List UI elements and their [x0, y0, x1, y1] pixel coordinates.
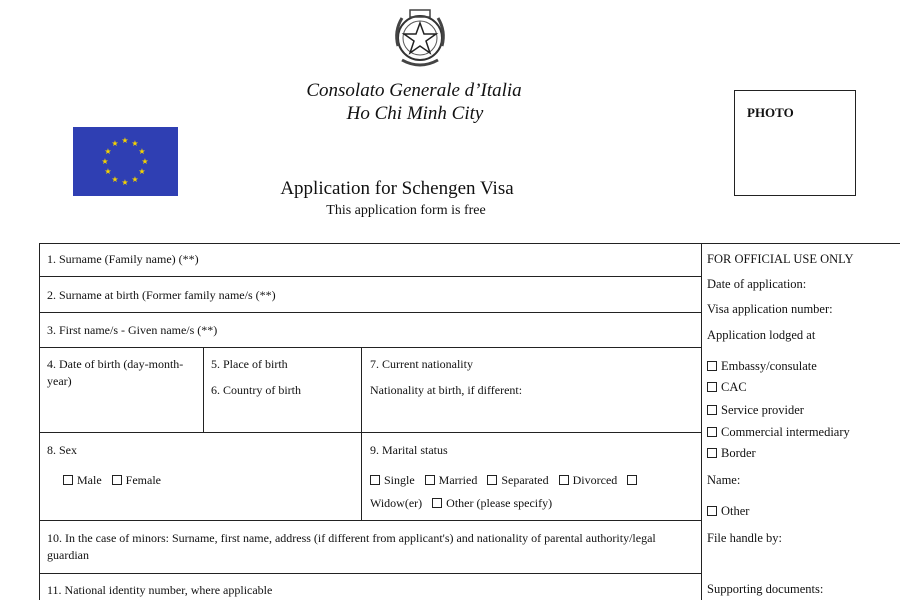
- official-date-of-application: Date of application:: [707, 277, 807, 291]
- official-service-provider-label: Service provider: [721, 403, 804, 417]
- svg-text:★: ★: [141, 157, 149, 166]
- checkbox-icon[interactable]: [707, 427, 717, 437]
- field-nationality-at-birth[interactable]: Nationality at birth, if different:: [370, 383, 523, 397]
- sex-female-label: Female: [125, 473, 161, 487]
- checkbox-icon[interactable]: [370, 475, 380, 485]
- marital-separated-option[interactable]: [487, 472, 548, 489]
- checkbox-icon[interactable]: [112, 475, 122, 485]
- checkbox-icon[interactable]: [627, 475, 637, 485]
- sex-options: [63, 472, 171, 489]
- form-title: Application for Schengen Visa: [280, 178, 514, 199]
- form-subtitle: This application form is free: [326, 203, 486, 218]
- svg-text:★: ★: [101, 157, 109, 166]
- sex-male-label: Male: [77, 473, 102, 487]
- marital-options-row2: [370, 495, 562, 512]
- marital-separated-label: Separated: [501, 473, 549, 487]
- checkbox-icon[interactable]: [707, 506, 717, 516]
- svg-text:★: ★: [111, 139, 119, 148]
- consulate-city: Ho Chi Minh City: [346, 103, 484, 124]
- marital-single-option[interactable]: [370, 472, 415, 489]
- svg-text:★: ★: [111, 175, 119, 184]
- official-file-handled-by: File handle by:: [707, 531, 782, 545]
- svg-text:★: ★: [121, 136, 129, 145]
- official-commercial-label: Commercial intermediary: [721, 425, 850, 439]
- official-embassy-option[interactable]: [707, 358, 817, 375]
- photo-label: PHOTO: [747, 105, 794, 120]
- official-cac-label: CAC: [721, 380, 747, 394]
- marital-married-option[interactable]: [425, 472, 478, 489]
- italian-emblem-seal: [388, 6, 452, 72]
- consulate-name: Consolato Generale d’Italia: [306, 80, 522, 101]
- svg-text:★: ★: [104, 147, 112, 156]
- field-place-of-birth[interactable]: 5. Place of birth: [211, 357, 288, 371]
- svg-text:★: ★: [138, 167, 146, 176]
- checkbox-icon[interactable]: [707, 405, 717, 415]
- official-visa-application-number: Visa application number:: [707, 302, 833, 316]
- marital-single-label: Single: [384, 473, 415, 487]
- checkbox-icon[interactable]: [707, 382, 717, 392]
- field-surname[interactable]: 1. Surname (Family name) (**): [47, 252, 199, 266]
- svg-text:★: ★: [138, 147, 146, 156]
- official-supporting-documents: Supporting documents:: [707, 582, 824, 596]
- official-border-label: Border: [721, 446, 756, 460]
- marital-divorced-label: Divorced: [572, 473, 618, 487]
- official-commercial-option[interactable]: [707, 424, 850, 441]
- official-use-heading: FOR OFFICIAL USE ONLY: [707, 252, 854, 266]
- official-border-option[interactable]: [707, 445, 756, 462]
- marital-married-label: Married: [438, 473, 478, 487]
- official-lodged-at: Application lodged at: [707, 328, 816, 342]
- checkbox-icon[interactable]: [707, 448, 717, 458]
- checkbox-icon[interactable]: [425, 475, 435, 485]
- svg-text:★: ★: [131, 139, 139, 148]
- sex-male-option[interactable]: [63, 472, 102, 489]
- sex-female-option[interactable]: [112, 472, 161, 489]
- checkbox-icon[interactable]: [432, 498, 442, 508]
- application-form-table: [39, 243, 900, 600]
- official-cac-option[interactable]: [707, 379, 747, 396]
- field-first-names[interactable]: 3. First name/s - Given name/s (**): [47, 323, 218, 337]
- checkbox-icon[interactable]: [559, 475, 569, 485]
- field-national-identity-number[interactable]: 11. National identity number, where applicable: [47, 583, 273, 597]
- field-current-nationality[interactable]: 7. Current nationality: [370, 357, 473, 371]
- official-other-label: Other: [721, 504, 750, 518]
- svg-text:★: ★: [104, 167, 112, 176]
- marital-other-label: Other (please specify): [446, 496, 553, 510]
- marital-widow-option[interactable]: [370, 495, 422, 512]
- checkbox-icon[interactable]: [63, 475, 73, 485]
- field-date-of-birth[interactable]: 4. Date of birth (day-month-year): [47, 357, 184, 388]
- official-other-option[interactable]: [707, 503, 749, 520]
- official-embassy-label: Embassy/consulate: [721, 359, 817, 373]
- checkbox-icon[interactable]: [487, 475, 497, 485]
- marital-divorced-option[interactable]: [559, 472, 618, 489]
- svg-text:★: ★: [131, 175, 139, 184]
- field-minors-guardian[interactable]: 10. In the case of minors: Surname, first name, address (if different from applicant's) and nationality of parental authority/legal guardian: [47, 531, 656, 562]
- checkbox-icon[interactable]: [707, 361, 717, 371]
- field-surname-at-birth[interactable]: 2. Surname at birth (Former family name/s (**): [47, 288, 276, 302]
- official-service-provider-option[interactable]: [707, 402, 804, 419]
- marital-widow-label: Widow(er): [370, 496, 423, 510]
- field-sex-label: 8. Sex: [47, 443, 77, 457]
- official-name: Name:: [707, 473, 741, 487]
- marital-options-row1: [370, 472, 641, 489]
- field-country-of-birth[interactable]: 6. Country of birth: [211, 383, 301, 397]
- svg-text:★: ★: [121, 178, 129, 187]
- field-marital-status-label: 9. Marital status: [370, 443, 448, 457]
- marital-other-option[interactable]: [432, 495, 552, 512]
